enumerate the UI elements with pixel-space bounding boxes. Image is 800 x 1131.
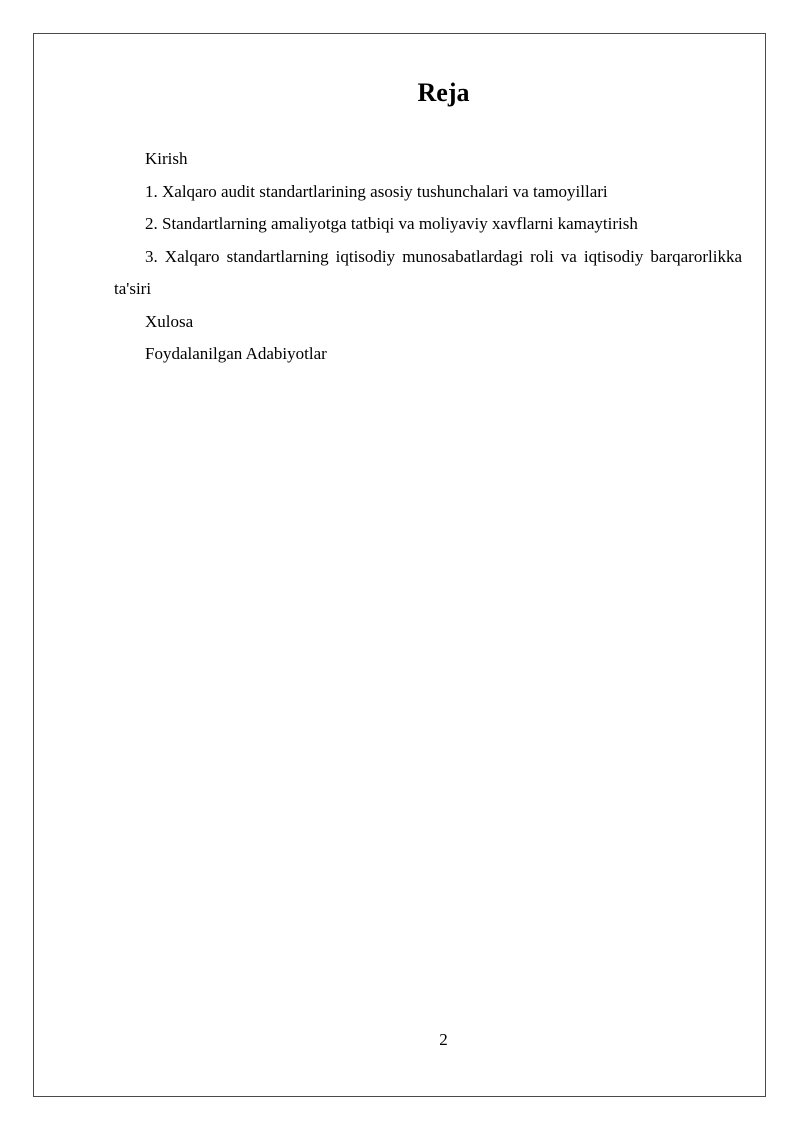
toc-item-section-2: 2. Standartlarning amaliyotga tatbiqi va moliyaviy xavflarni kamaytirish bbox=[145, 214, 638, 233]
page-title: Reja bbox=[417, 78, 470, 107]
toc-item-introduction: Kirish bbox=[145, 149, 188, 168]
toc-item-section-3: 3. Xalqaro standartlarning iqtisodiy munosabatlardagi roli va iqtisodiy barqarorlikka ta'siri bbox=[114, 246, 742, 298]
toc-item-conclusion: Xulosa bbox=[145, 311, 194, 331]
toc-item-section-1: 1. Xalqaro audit standartlarining asosiy tushunchalari va tamoyillari bbox=[145, 181, 608, 201]
page-number: 2 bbox=[439, 1030, 448, 1049]
toc-item-references: Foydalanilgan Adabiyotlar bbox=[145, 344, 327, 363]
table-of-contents bbox=[114, 143, 742, 371]
